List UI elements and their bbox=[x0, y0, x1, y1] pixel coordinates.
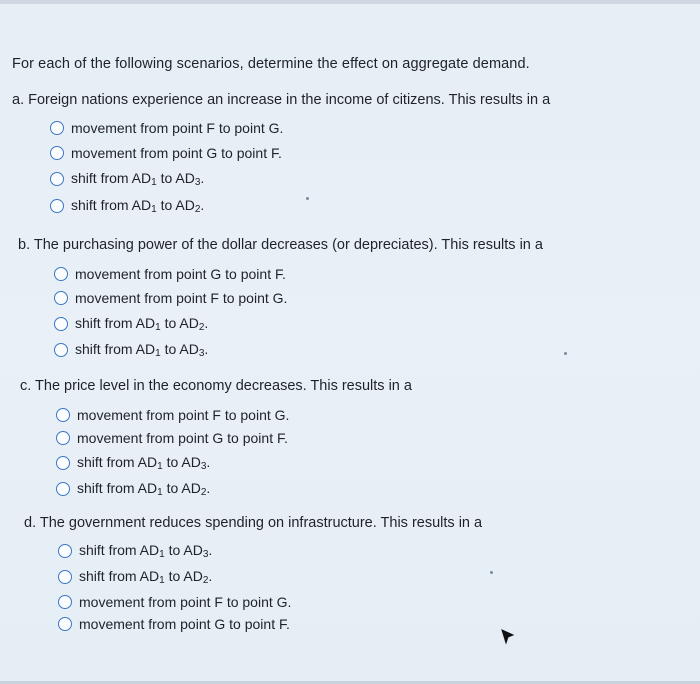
option-label: movement from point G to point F. bbox=[79, 616, 290, 632]
option-label: movement from point G to point F. bbox=[75, 266, 286, 282]
radio-button-icon[interactable] bbox=[56, 431, 70, 445]
radio-button-icon[interactable] bbox=[58, 595, 72, 609]
option-label: shift from $AD_1$ to $AD_2$. bbox=[75, 315, 209, 333]
radio-button-icon[interactable] bbox=[58, 617, 72, 631]
option-label: movement from point F to point G. bbox=[79, 594, 292, 610]
mouse-pointer-icon bbox=[501, 629, 515, 645]
radio-button-icon[interactable] bbox=[54, 317, 68, 331]
option-label: shift from $AD_1$ to $AD_3$. bbox=[75, 341, 209, 359]
radio-button-icon[interactable] bbox=[58, 544, 72, 558]
question-d-option-1[interactable] bbox=[58, 542, 212, 560]
option-label: shift from $AD_1$ to $AD_3$. bbox=[77, 454, 211, 472]
question-d-prompt: d. The government reduces spending on infrastructure. This results in a bbox=[24, 515, 483, 531]
option-label: movement from point F to point G. bbox=[77, 407, 290, 423]
question-b-option-3[interactable] bbox=[54, 315, 208, 333]
question-c-option-2[interactable] bbox=[56, 430, 288, 446]
speck bbox=[306, 197, 309, 200]
option-label: shift from $AD_1$ to $AD_3$. bbox=[79, 542, 213, 560]
radio-button-icon[interactable] bbox=[50, 121, 64, 135]
question-c-prompt: c. The price level in the economy decreases. This results in a bbox=[20, 378, 412, 394]
radio-button-icon[interactable] bbox=[54, 343, 68, 357]
radio-button-icon[interactable] bbox=[50, 199, 64, 213]
question-d-option-4[interactable] bbox=[58, 616, 290, 632]
radio-button-icon[interactable] bbox=[56, 482, 70, 496]
question-b-option-4[interactable] bbox=[54, 341, 208, 359]
option-label: movement from point F to point G. bbox=[75, 290, 288, 306]
option-label: movement from point F to point G. bbox=[71, 120, 284, 136]
radio-button-icon[interactable] bbox=[58, 570, 72, 584]
radio-button-icon[interactable] bbox=[56, 456, 70, 470]
option-label: shift from $AD_1$ to $AD_3$. bbox=[71, 170, 205, 188]
question-a-option-2[interactable] bbox=[50, 145, 282, 161]
question-b-option-2[interactable] bbox=[54, 290, 287, 306]
radio-button-icon[interactable] bbox=[54, 291, 68, 305]
option-label: movement from point G to point F. bbox=[71, 145, 282, 161]
question-a-prompt: a. Foreign nations experience an increase in the income of citizens. This results in a bbox=[12, 92, 551, 108]
option-label: shift from $AD_1$ to $AD_2$. bbox=[71, 197, 205, 215]
question-c-option-3[interactable] bbox=[56, 454, 210, 472]
speck bbox=[490, 571, 493, 574]
radio-button-icon[interactable] bbox=[56, 408, 70, 422]
question-d-option-3[interactable] bbox=[58, 594, 291, 610]
question-a-option-4[interactable] bbox=[50, 197, 204, 215]
option-label: movement from point G to point F. bbox=[77, 430, 288, 446]
radio-button-icon[interactable] bbox=[50, 146, 64, 160]
question-b-option-1[interactable] bbox=[54, 266, 286, 282]
question-a-option-1[interactable] bbox=[50, 120, 283, 136]
top-edge bbox=[0, 0, 700, 4]
radio-button-icon[interactable] bbox=[54, 267, 68, 281]
question-d-option-2[interactable] bbox=[58, 568, 212, 586]
speck bbox=[564, 352, 567, 355]
radio-button-icon[interactable] bbox=[50, 172, 64, 186]
option-label: shift from $AD_1$ to $AD_2$. bbox=[79, 568, 213, 586]
question-b-prompt: b. The purchasing power of the dollar decreases (or depreciates). This results in a bbox=[18, 237, 543, 253]
question-c-option-1[interactable] bbox=[56, 407, 289, 423]
question-c-option-4[interactable] bbox=[56, 480, 210, 498]
question-a-option-3[interactable] bbox=[50, 170, 204, 188]
instructions: For each of the following scenarios, determine the effect on aggregate demand. bbox=[12, 56, 530, 72]
option-label: shift from $AD_1$ to $AD_2$. bbox=[77, 480, 211, 498]
